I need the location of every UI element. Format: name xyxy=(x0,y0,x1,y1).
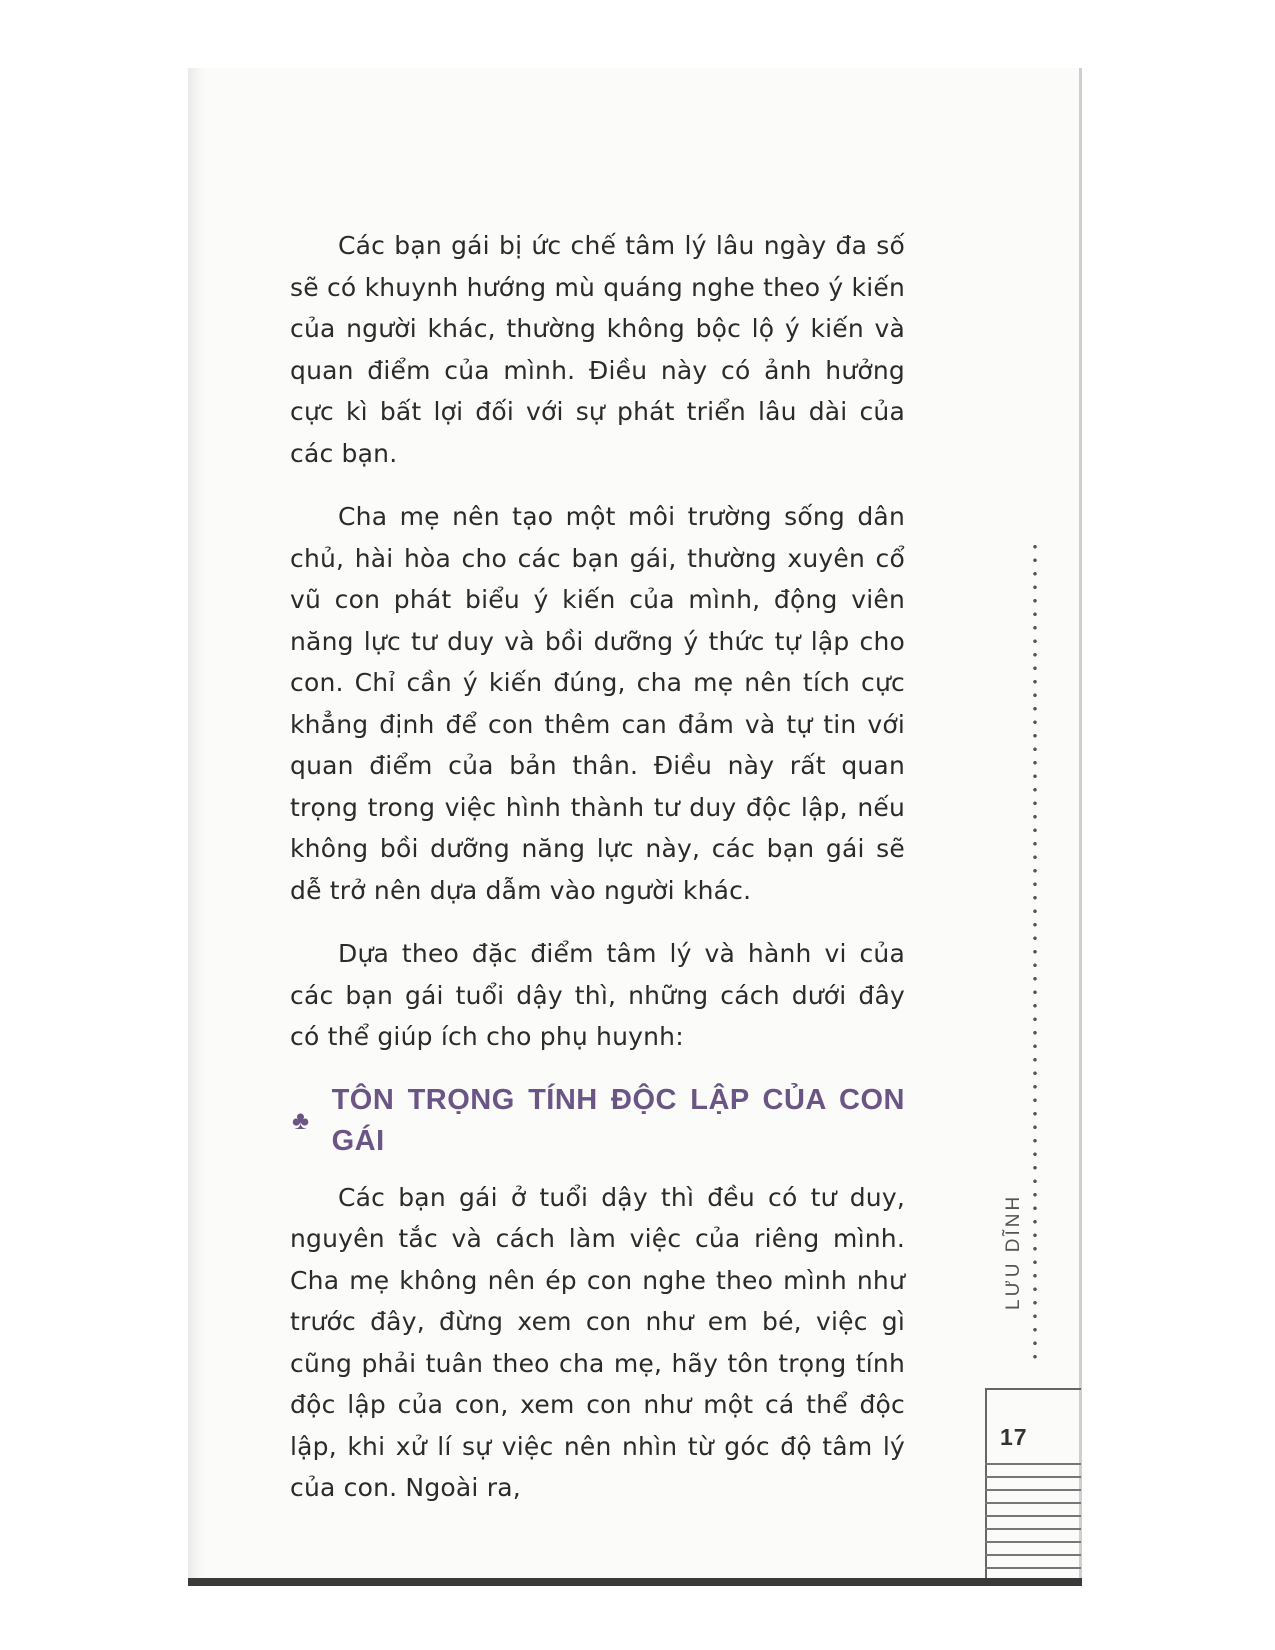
paragraph-4: Các bạn gái ở tuổi dậy thì đều có tư duy, nguyên tắc và cách làm việc của riêng mình. Cha mẹ không nên ép con nghe theo mình như trước đây, đừng xem con như em bé, việc gì cũng phải tuân theo cha mẹ, hãy tôn trọng tính độc lập của con, xem con như một cá thể độc lập, khi xử lí sự việc nên nhìn từ góc độ tâm lý của con. Ngoài ra, xyxy=(290,1182,905,1502)
page-number: 17 xyxy=(1000,1424,1028,1450)
club-icon: ♣ xyxy=(292,1105,310,1136)
paragraph-3: Dựa theo đặc điểm tâm lý và hành vi của các bạn gái tuổi dậy thì, những cách dưới đây có thể giúp ích cho phụ huynh: xyxy=(290,939,905,1051)
dotted-margin-line xyxy=(1032,540,1038,1360)
section-heading xyxy=(290,1080,905,1163)
author-name: LƯU DĨNH xyxy=(1003,1193,1024,1310)
paragraph-2: Cha mẹ nên tạo một môi trường sống dân chủ, hài hòa cho các bạn gái, thường xuyên cổ vũ con phát biểu ý kiến của mình, động viên năng lực tư duy và bồi dưỡng ý thức tự lập cho con. Chỉ cần ý kiến đúng, cha mẹ nên tích cực khẳng định để con thêm can đảm và tự tin với quan điểm của bản thân. Điều này rất quan trọng trong việc hình thành tư duy độc lập, nếu không bồi dưỡng năng lực này, các bạn gái sẽ dễ trở nên dựa dẫm vào người khác. xyxy=(290,502,905,905)
margin-horizontal-rule xyxy=(985,1388,1081,1390)
decorative-stripes xyxy=(985,1463,1081,1577)
page-bottom-strip xyxy=(188,1578,1082,1586)
body-text xyxy=(290,225,905,1531)
section-heading-text: TÔN TRỌNG TÍNH ĐỘC LẬP CỦA CON GÁI xyxy=(331,1083,905,1157)
paragraph-1: Các bạn gái bị ức chế tâm lý lâu ngày đa số sẽ có khuynh hướng mù quáng nghe theo ý kiến của người khác, thường không bộc lộ ý kiến và quan điểm của mình. Điều này có ảnh hưởng cực kì bất lợi đối với sự phát triển lâu dài của các bạn. xyxy=(290,231,905,468)
page-edge-right xyxy=(1079,68,1082,1584)
